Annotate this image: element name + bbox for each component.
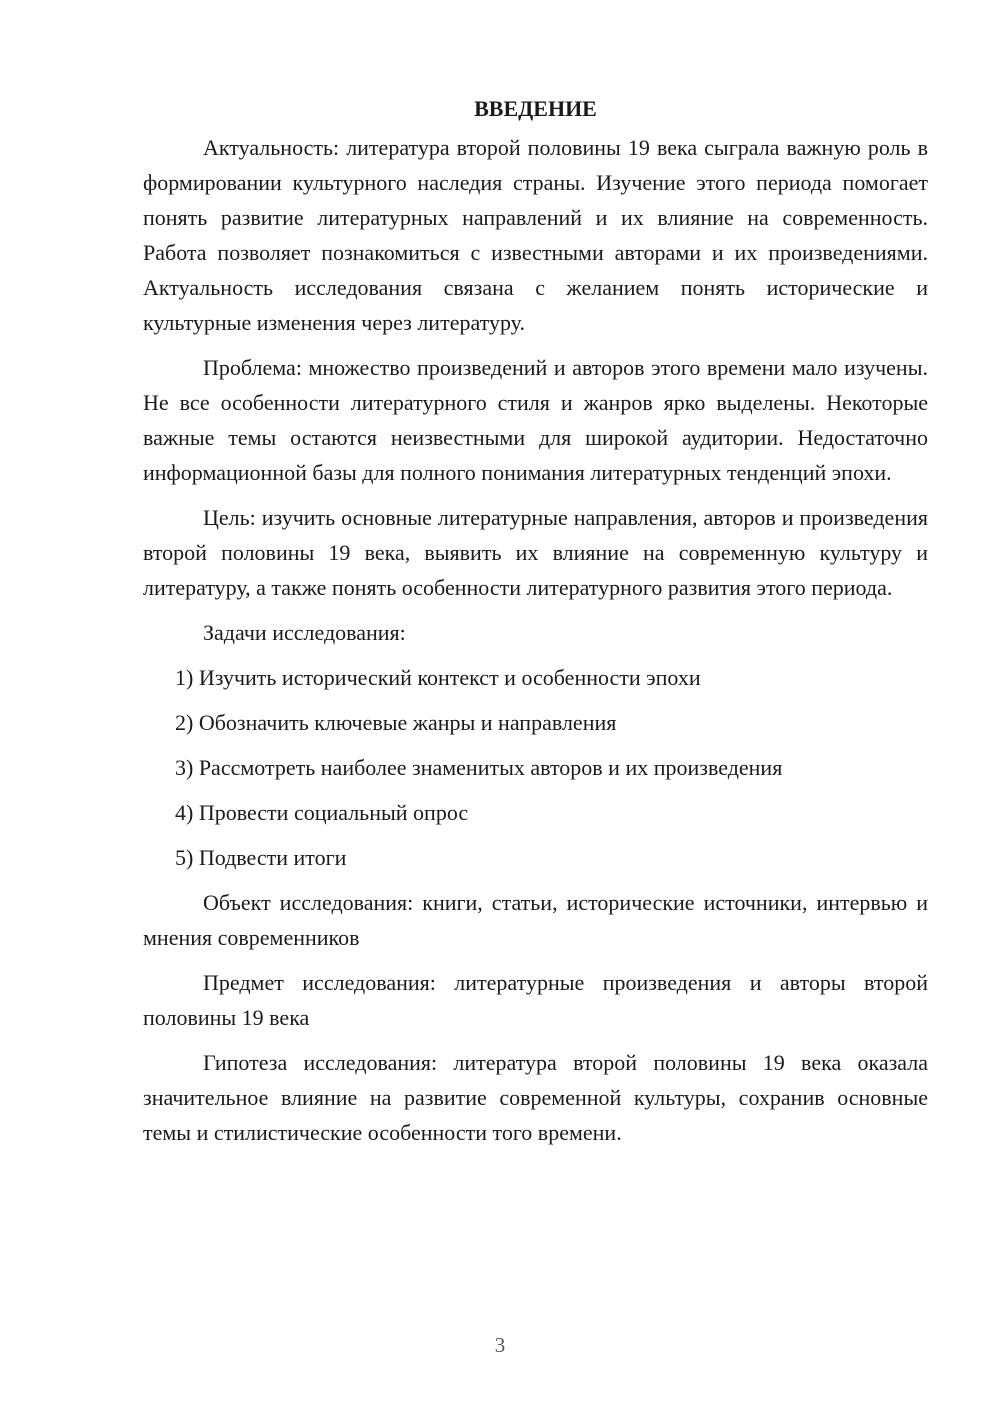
section-heading: ВВЕДЕНИЕ xyxy=(474,96,597,121)
problem-paragraph: Проблема: множество произведений и авторов этого времени мало изучены. Не все особенности литературного стиля и жанров ярко выделены. Некоторые важные темы остаются неизвестными для широкой аудитории. Недостаточно информационной базы для полного понимания литературных тенденций эпохи. xyxy=(143,355,928,485)
tasks-label: Задачи исследования: xyxy=(203,620,406,645)
task-item: 2) Обозначить ключевые жанры и направления xyxy=(175,710,617,735)
object-paragraph: Объект исследования: книги, статьи, исторические источники, интервью и мнения современников xyxy=(143,890,928,950)
hypothesis-paragraph: Гипотеза исследования: литература второй половины 19 века оказала значительное влияние на развитие современной культуры, сохранив основные темы и стилистические особенности того времени. xyxy=(143,1050,928,1145)
goal-paragraph: Цель: изучить основные литературные направления, авторов и произведения второй половины 19 века, выявить их влияние на современную культуру и литературу, а также понять особенности литературного развития этого периода. xyxy=(143,505,928,600)
relevance-paragraph: Актуальность: литература второй половины 19 века сыграла важную роль в формировании культурного наследия страны. Изучение этого периода помогает понять развитие литературных направлений и их влияние на современность. Работа позволяет познакомиться с известными авторами и их произведениями. Актуальность исследования связана с желанием понять исторические и культурные изменения через литературу. xyxy=(143,135,928,335)
task-item: 5) Подвести итоги xyxy=(175,845,347,870)
page-number: 3 xyxy=(494,1333,506,1357)
task-item: 1) Изучить исторический контекст и особенности эпохи xyxy=(175,665,701,690)
subject-paragraph: Предмет исследования: литературные произведения и авторы второй половины 19 века xyxy=(143,970,928,1030)
document-page xyxy=(143,92,928,1160)
task-item: 3) Рассмотреть наиболее знаменитых авторов и их произведения xyxy=(175,755,783,780)
task-item: 4) Провести социальный опрос xyxy=(175,800,469,825)
